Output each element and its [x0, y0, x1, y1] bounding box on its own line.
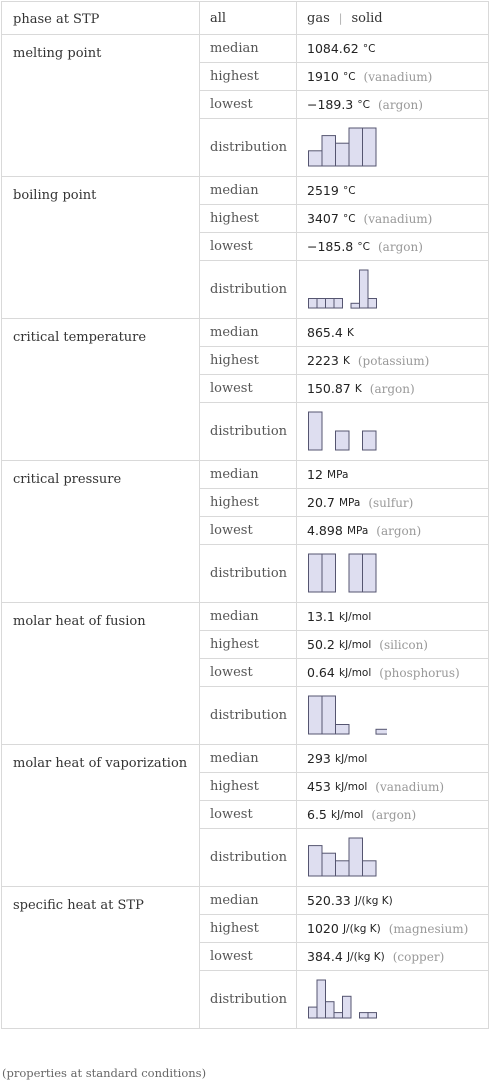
lowest-unit: kJ/mol	[331, 808, 364, 821]
header-scope: all	[200, 2, 297, 34]
lowest-value-cell	[297, 659, 488, 687]
histogram-bar	[322, 554, 336, 592]
stat-values	[297, 745, 488, 886]
median-label: median	[200, 745, 296, 773]
highest-unit: kJ/mol	[335, 780, 368, 793]
histogram-bar	[326, 1001, 335, 1017]
median-value: 865.4	[307, 325, 343, 340]
highest-value: 50.2	[307, 637, 335, 652]
distribution-cell	[297, 829, 488, 886]
median-value-cell	[297, 319, 488, 347]
histogram-bar	[309, 298, 318, 308]
highest-value: 453	[307, 779, 331, 794]
highest-element-note: (magnesium)	[388, 921, 469, 936]
highest-value-cell	[297, 915, 488, 943]
property-name: boiling point	[2, 177, 200, 318]
stat-values	[297, 887, 488, 1028]
lowest-value: 4.898	[307, 523, 343, 538]
distribution-histogram	[307, 552, 387, 596]
properties-table	[1, 1, 489, 1029]
histogram-bar	[349, 128, 363, 166]
lowest-label: lowest	[200, 517, 296, 545]
lowest-value: 384.4	[307, 949, 343, 964]
lowest-value-cell	[297, 233, 488, 261]
distribution-cell	[297, 545, 488, 602]
highest-value: 3407	[307, 211, 339, 226]
median-value-cell	[297, 603, 488, 631]
lowest-unit: kJ/mol	[338, 666, 372, 679]
highest-label: highest	[200, 773, 296, 801]
median-value-cell	[297, 745, 488, 773]
median-value: 12	[307, 467, 323, 482]
highest-label: highest	[200, 489, 296, 517]
histogram-bar	[322, 696, 336, 734]
distribution-cell	[297, 261, 488, 318]
lowest-label: lowest	[200, 375, 296, 403]
lowest-value-cell	[297, 943, 488, 971]
highest-value-cell	[297, 205, 488, 233]
histogram-bar	[360, 270, 369, 308]
histogram-bar	[368, 1012, 377, 1017]
highest-value: 20.7	[307, 495, 335, 510]
distribution-histogram	[307, 268, 387, 312]
highest-value-cell	[297, 489, 488, 517]
histogram-bar	[336, 724, 350, 734]
property-row-specific-heat-at-stp	[2, 887, 488, 1028]
property-row-critical-temperature	[2, 319, 488, 461]
histogram-bar	[322, 853, 336, 876]
median-unit: J/(kg K)	[354, 894, 393, 907]
median-unit: MPa	[327, 468, 349, 481]
distribution-label: distribution	[210, 282, 288, 297]
stat-values	[297, 319, 488, 460]
header-label: phase at STP	[2, 2, 200, 34]
property-name: molar heat of vaporization	[2, 745, 200, 886]
lowest-unit: MPa	[346, 524, 369, 537]
histogram-bar	[363, 431, 377, 450]
median-unit: K	[346, 326, 354, 339]
highest-unit: J/(kg K)	[342, 922, 381, 935]
distribution-histogram	[307, 694, 387, 738]
median-value: 1084.62	[307, 41, 359, 56]
phase-solid: solid	[351, 10, 383, 26]
median-label: median	[200, 461, 296, 489]
highest-element-note: (sulfur)	[368, 495, 414, 510]
stat-labels	[200, 177, 297, 318]
median-value-cell	[297, 887, 488, 915]
median-value-cell	[297, 177, 488, 205]
histogram-bar	[343, 996, 352, 1018]
median-unit: kJ/mol	[335, 752, 368, 765]
median-value-cell	[297, 35, 488, 63]
highest-value: 1910	[307, 69, 339, 84]
distribution-label: distribution	[210, 992, 288, 1007]
highest-element-note: (potassium)	[357, 353, 430, 368]
histogram-bar	[317, 298, 326, 308]
median-value: 520.33	[307, 893, 351, 908]
highest-element-note: (vanadium)	[363, 211, 433, 226]
stat-labels	[200, 887, 297, 1028]
histogram-bar	[322, 135, 336, 165]
histogram-bar	[363, 554, 377, 592]
stat-labels	[200, 745, 297, 886]
stat-values	[297, 461, 488, 602]
distribution-histogram	[307, 126, 387, 170]
median-value-cell	[297, 461, 488, 489]
property-name: molar heat of fusion	[2, 603, 200, 744]
histogram-bar	[317, 980, 326, 1018]
lowest-unit: K	[354, 382, 362, 395]
histogram-bar	[309, 845, 323, 875]
highest-value-cell	[297, 63, 488, 91]
highest-label: highest	[200, 205, 296, 233]
median-label: median	[200, 603, 296, 631]
median-value: 2519	[307, 183, 339, 198]
distribution-cell	[297, 403, 488, 460]
histogram-bar	[351, 303, 360, 308]
histogram-bar	[368, 298, 377, 308]
stat-labels	[200, 603, 297, 744]
property-name: critical temperature	[2, 319, 200, 460]
histogram-bar	[336, 431, 350, 450]
median-label: median	[200, 177, 296, 205]
histogram-bar	[336, 860, 350, 875]
median-value: 13.1	[307, 609, 335, 624]
property-row-melting-point	[2, 35, 488, 177]
lowest-value-cell	[297, 375, 488, 403]
highest-unit: kJ/mol	[338, 638, 372, 651]
stat-labels	[200, 461, 297, 602]
histogram-bar	[360, 1012, 369, 1017]
lowest-unit: °C	[357, 98, 370, 111]
highest-value: 1020	[307, 921, 339, 936]
lowest-label: lowest	[200, 943, 296, 971]
highest-element-note: (vanadium)	[375, 779, 445, 794]
median-label: median	[200, 887, 296, 915]
distribution-label: distribution	[210, 850, 288, 865]
lowest-value: −189.3	[307, 97, 354, 112]
distribution-cell	[297, 971, 488, 1028]
histogram-bar	[309, 1007, 318, 1018]
lowest-element-note: (phosphorus)	[379, 665, 460, 680]
stat-values	[297, 603, 488, 744]
median-unit: kJ/mol	[338, 610, 372, 623]
histogram-bar	[349, 554, 363, 592]
stat-labels	[200, 319, 297, 460]
phase-gas: gas	[307, 10, 330, 26]
distribution-label: distribution	[210, 140, 288, 155]
property-row-boiling-point	[2, 177, 488, 319]
median-label: median	[200, 319, 296, 347]
highest-element-note: (vanadium)	[363, 69, 433, 84]
property-name: critical pressure	[2, 461, 200, 602]
highest-unit: K	[342, 354, 350, 367]
histogram-bar	[326, 298, 335, 308]
distribution-cell	[297, 687, 488, 744]
histogram-bar	[349, 838, 363, 876]
property-name: melting point	[2, 35, 200, 176]
highest-value-cell	[297, 347, 488, 375]
header-row	[2, 2, 488, 35]
highest-unit: MPa	[338, 496, 361, 509]
lowest-value: 150.87	[307, 381, 351, 396]
lowest-element-note: (copper)	[392, 949, 445, 964]
histogram-bar	[363, 128, 377, 166]
lowest-value-cell	[297, 91, 488, 119]
stat-values	[297, 35, 488, 176]
distribution-label: distribution	[210, 424, 288, 439]
lowest-value: −185.8	[307, 239, 354, 254]
header-phases	[297, 2, 488, 34]
histogram-bar	[309, 412, 323, 450]
lowest-element-note: (argon)	[371, 807, 417, 822]
median-unit: °C	[362, 42, 376, 55]
lowest-value-cell	[297, 517, 488, 545]
stat-labels	[200, 35, 297, 176]
phase-separator: |	[338, 11, 343, 25]
distribution-cell	[297, 119, 488, 176]
histogram-bar	[309, 554, 323, 592]
lowest-element-note: (argon)	[376, 523, 422, 538]
distribution-label: distribution	[210, 566, 288, 581]
lowest-value: 6.5	[307, 807, 327, 822]
histogram-bar	[334, 1012, 343, 1017]
highest-unit: °C	[342, 212, 356, 225]
highest-value: 2223	[307, 353, 339, 368]
lowest-value-cell	[297, 801, 488, 829]
highest-label: highest	[200, 347, 296, 375]
distribution-label: distribution	[210, 708, 288, 723]
lowest-element-note: (argon)	[378, 239, 423, 254]
median-label: median	[200, 35, 296, 63]
property-name: specific heat at STP	[2, 887, 200, 1028]
lowest-label: lowest	[200, 91, 296, 119]
property-row-molar-heat-of-fusion	[2, 603, 488, 745]
histogram-bar	[309, 696, 323, 734]
highest-unit: °C	[342, 70, 356, 83]
histogram-bar	[376, 729, 387, 734]
histogram-bar	[334, 298, 343, 308]
median-unit: °C	[342, 184, 356, 197]
lowest-label: lowest	[200, 801, 296, 829]
lowest-unit: J/(kg K)	[346, 950, 385, 963]
stat-values	[297, 177, 488, 318]
lowest-element-note: (argon)	[369, 381, 415, 396]
highest-label: highest	[200, 631, 296, 659]
lowest-unit: °C	[357, 240, 370, 253]
footer-note: (properties at standard conditions)	[2, 1066, 207, 1080]
lowest-element-note: (argon)	[378, 97, 423, 112]
highest-value-cell	[297, 631, 488, 659]
lowest-label: lowest	[200, 233, 296, 261]
highest-value-cell	[297, 773, 488, 801]
lowest-label: lowest	[200, 659, 296, 687]
distribution-histogram	[307, 836, 387, 880]
distribution-histogram	[307, 978, 387, 1022]
histogram-bar	[309, 150, 323, 165]
highest-element-note: (silicon)	[379, 637, 428, 652]
distribution-histogram	[307, 410, 387, 454]
median-value: 293	[307, 751, 331, 766]
histogram-bar	[336, 143, 350, 166]
property-row-molar-heat-of-vaporization	[2, 745, 488, 887]
highest-label: highest	[200, 915, 296, 943]
highest-label: highest	[200, 63, 296, 91]
histogram-bar	[363, 860, 377, 875]
property-row-critical-pressure	[2, 461, 488, 603]
lowest-value: 0.64	[307, 665, 335, 680]
